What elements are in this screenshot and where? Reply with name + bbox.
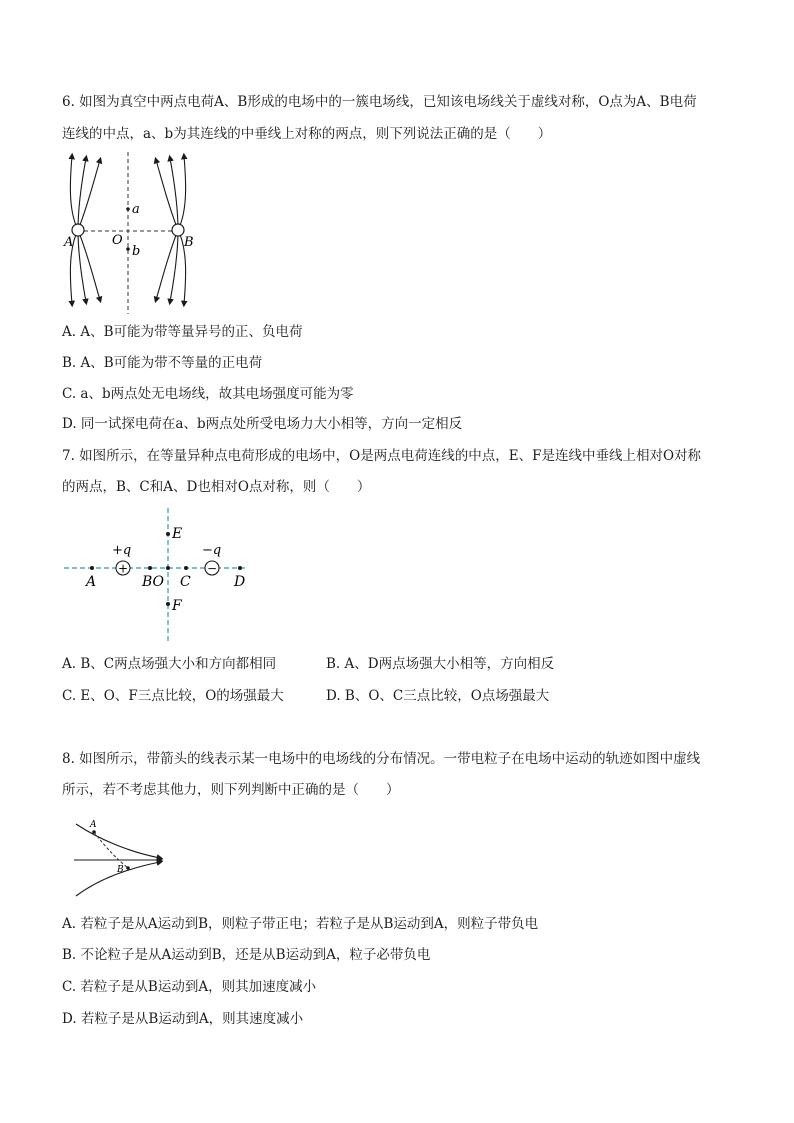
q6-option-c[interactable]: C. a、b两点处无电场线，故其电场强度可能为零	[62, 386, 354, 402]
q8-option-b[interactable]: B. 不论粒子是从A运动到B，还是从B运动到A，粒子必带负电	[62, 947, 431, 963]
q7-option-d[interactable]: D. B、O、C三点比较，O点场强最大	[326, 688, 550, 704]
q7-point-o	[166, 566, 170, 570]
q6-option-d[interactable]: D. 同一试探电荷在a、b两点处所受电场力大小相等，方向一定相反	[62, 416, 463, 432]
q8-label-A: A	[90, 820, 97, 830]
q7-point-e	[166, 532, 170, 536]
q6-stem-line1: 6. 如图为真空中两点电荷A、B形成的电场中的一簇电场线，已知该电场线关于虚线对称，O点为A、B电荷	[62, 94, 697, 110]
q6-option-b[interactable]: B. A、B可能为带不等量的正电荷	[62, 355, 263, 371]
q7-label-BO: BO	[142, 574, 165, 590]
q6-label-a: a	[132, 202, 140, 217]
q8-point-b	[126, 866, 130, 870]
q8-field-line-figure	[70, 814, 170, 898]
q7-label-A: A	[86, 574, 97, 590]
q6-option-a[interactable]: A. A、B可能为带等量异号的正、负电荷	[62, 324, 303, 340]
q7-charges-figure	[62, 506, 262, 646]
q8-stem-line2: 所示，若不考虑其他力，则下列判断中正确的是（ ）	[62, 782, 400, 798]
q7-plus-sign: +	[118, 561, 129, 576]
q6-charge-b	[172, 224, 184, 236]
q7-option-c[interactable]: C. E、O、F三点比较，O的场强最大	[62, 688, 284, 704]
q7-minus-sign: −	[207, 561, 218, 576]
q8-point-a	[92, 830, 96, 834]
q7-point-b	[148, 566, 152, 570]
q7-label-minus-q: −q	[202, 543, 222, 558]
q6-point-a	[126, 207, 130, 211]
q6-stem-line2: 连线的中点，a、b为其连线的中垂线上对称的两点，则下列说法正确的是（ ）	[62, 126, 552, 142]
q8-option-a[interactable]: A. 若粒子是从A运动到B，则粒子带正电；若粒子是从B运动到A，则粒子带负电	[62, 916, 539, 932]
q7-label-C: C	[180, 574, 191, 590]
q7-point-d	[238, 566, 242, 570]
q7-stem-line1: 7. 如图所示，在等量异种点电荷形成的电场中，O是两点电荷连线的中点，E、F是连线中垂线上相对O对称	[62, 448, 702, 464]
q8-option-d[interactable]: D. 若粒子是从B运动到A，则其速度减小	[62, 1011, 304, 1027]
q7-label-plus-q: +q	[112, 543, 132, 558]
q7-option-a[interactable]: A. B、C两点场强大小和方向都相同	[62, 656, 277, 672]
q7-label-E: E	[172, 526, 183, 542]
q7-label-F: F	[172, 598, 182, 614]
q6-field-line-figure	[60, 150, 200, 316]
q7-point-a	[90, 566, 94, 570]
q8-field-lines	[74, 824, 160, 896]
q6-label-b: b	[132, 244, 141, 259]
q8-label-B: B	[117, 865, 124, 875]
q8-stem-line1: 8. 如图所示，带箭头的线表示某一电场中的电场线的分布情况。一带电粒子在电场中运动的轨迹如图中虚线	[62, 751, 701, 767]
q7-option-b[interactable]: B. A、D两点场强大小相等，方向相反	[326, 656, 555, 672]
q6-label-B: B	[184, 235, 194, 250]
q6-label-O: O	[112, 233, 123, 248]
q6-point-b	[126, 247, 130, 251]
q7-point-c	[184, 566, 188, 570]
q6-label-A: A	[64, 235, 74, 250]
q6-charge-a	[72, 224, 84, 236]
q8-option-c[interactable]: C. 若粒子是从B运动到A，则其加速度减小	[62, 979, 317, 995]
q7-point-f	[166, 602, 170, 606]
q7-label-D: D	[234, 574, 246, 590]
q7-stem-line2: 的两点，B、C和A、D也相对O点对称，则（ ）	[62, 479, 371, 495]
